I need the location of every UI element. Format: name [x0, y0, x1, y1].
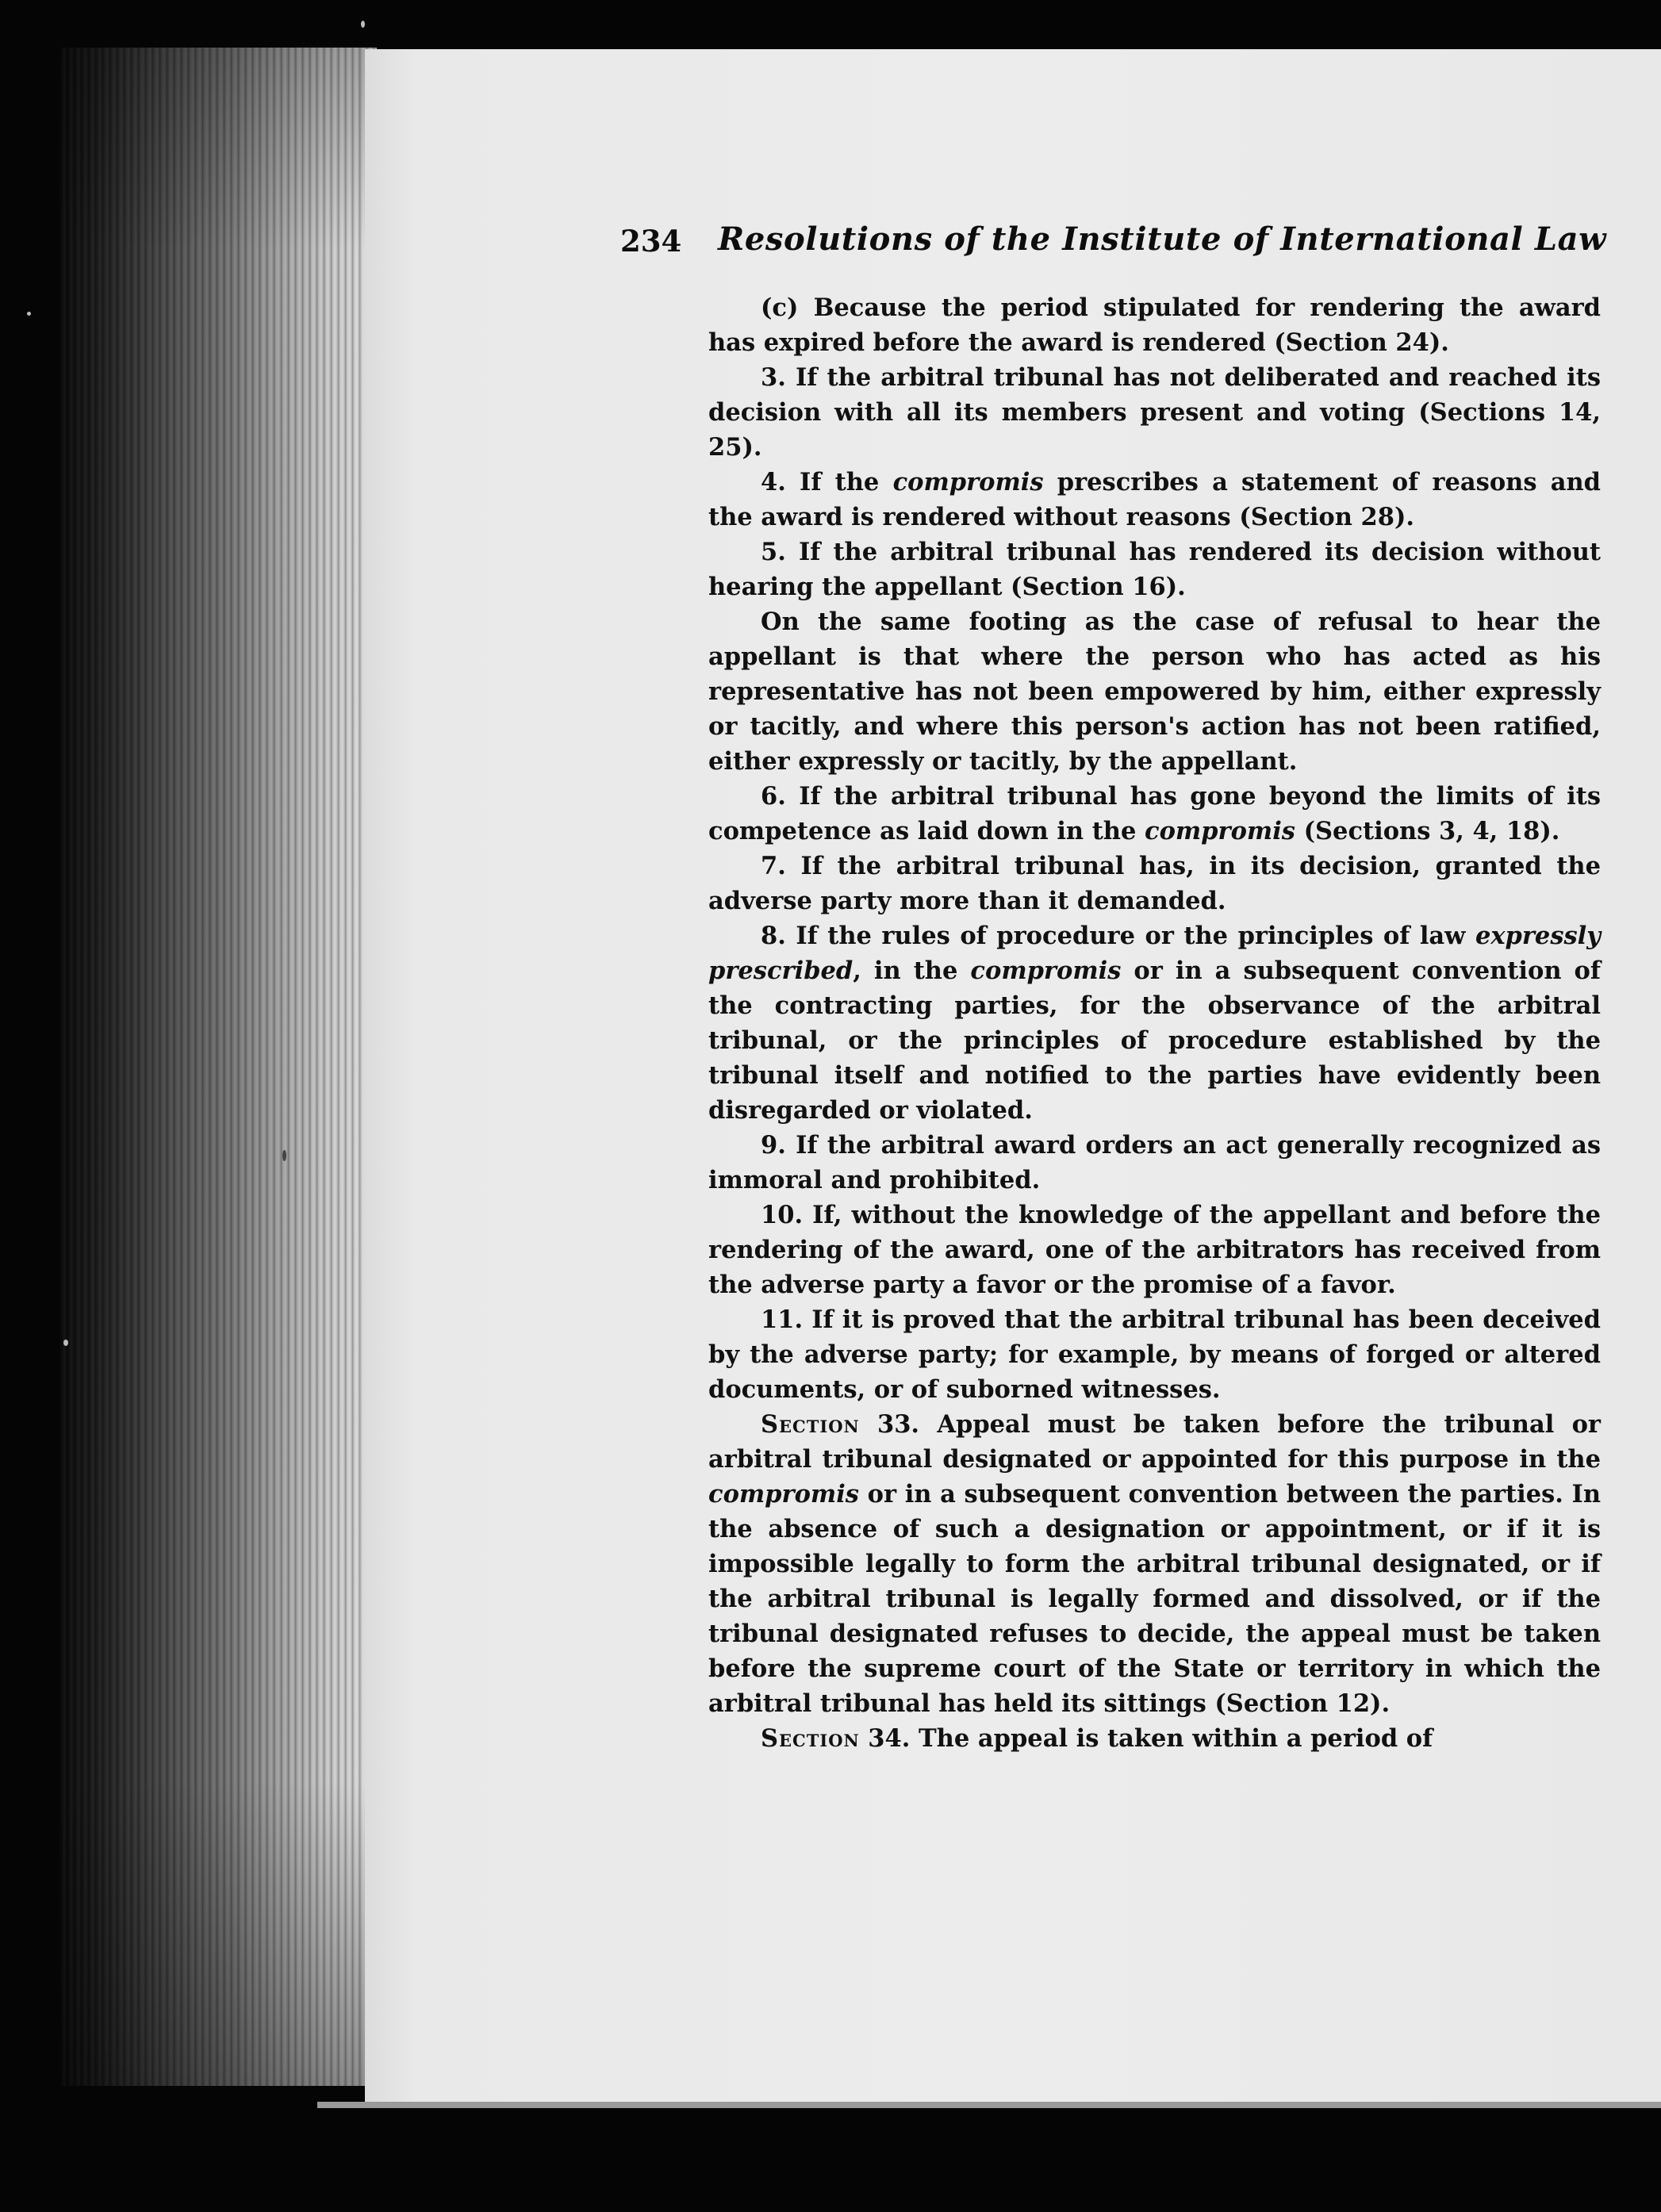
paragraph-text: or in a subsequent convention of the contracting parties, for the observance of the arbitral tribunal, or the principles of procedure established by the tribunal itself and notified to the parties have evidently been disregarded or violated.: [708, 956, 1601, 1125]
paragraph: [708, 849, 1601, 918]
italic-text: compromis: [708, 1480, 859, 1509]
page-number: 234: [620, 224, 682, 259]
paragraph: [708, 1128, 1601, 1198]
running-title: Resolutions of the Institute of International Law: [718, 220, 1607, 258]
paragraph-text: 10. If, without the knowledge of the appellant and before the rendering of the award, one of the arbitrators has received from the adverse party a favor or the promise of a favor.: [708, 1201, 1601, 1299]
paragraph-text: 34. The appeal is taken within a period of: [859, 1724, 1433, 1753]
scan-speck: [361, 21, 365, 28]
paragraph: [708, 290, 1601, 360]
section-label: Section: [761, 1724, 860, 1753]
paragraph: [708, 604, 1601, 779]
paragraph-text: 4. If the: [761, 468, 893, 496]
italic-text: compromis: [970, 956, 1122, 985]
running-header: [620, 213, 1607, 268]
paragraph-text: prescribes a statement of reasons and the award is rendered without reasons (Section 28).: [708, 468, 1601, 531]
paragraph-text: 11. If it is proved that the arbitral tribunal has been deceived by the adverse party; for example, by means of forged or altered documents, or of suborned witnesses.: [708, 1305, 1601, 1404]
paragraph-text: (Sections 3, 4, 18).: [1295, 817, 1560, 845]
paragraph: [708, 535, 1601, 604]
scan-speck: [63, 1340, 68, 1346]
paragraph-text: 6. If the arbitral tribunal has gone beyond the limits of its competence as laid down in the: [708, 782, 1601, 845]
paragraph: [708, 360, 1601, 465]
section-label: Section: [761, 1410, 860, 1439]
scan-speck: [27, 312, 31, 316]
paragraph: [708, 918, 1601, 1128]
paragraph: [708, 1198, 1601, 1302]
paragraph-text: (c) Because the period stipulated for rendering the award has expired before the award is rendered (Section 24).: [708, 293, 1601, 357]
paragraph-text: On the same footing as the case of refusal to hear the appellant is that where the person who has acted as his representative has not been empowered by him, either expressly or tacitly, and where this person's action has not been ratified, either expressly or tacitly, by the appellant.: [708, 608, 1601, 776]
paragraph-text: 8. If the rules of procedure or the principles of law: [761, 922, 1475, 950]
paragraph-text: or in a subsequent convention between the parties. In the absence of such a designation or appointment, or if it is impossible legally to form the arbitral tribunal designated, or if the arbitral tribunal is legally formed and dissolved, or if the tribunal designated refuses to decide, the appeal must be taken before the supreme court of the State or territory in which the arbitral tribunal has held its sittings (Section 12).: [708, 1480, 1601, 1718]
paragraph: [708, 1721, 1601, 1756]
italic-text: compromis: [1145, 817, 1295, 845]
body-text: [708, 290, 1601, 1756]
scan-speck: [282, 1150, 286, 1161]
paragraph: [708, 465, 1601, 535]
paragraph-text: , in the: [853, 956, 971, 985]
paragraph-text: 9. If the arbitral award orders an act generally recognized as immoral and prohibited.: [708, 1131, 1601, 1194]
paragraph-text: 33. Appeal must be taken before the tribunal or arbitral tribunal designated or appointed for this purpose in the: [708, 1410, 1601, 1474]
paragraph-text: 5. If the arbitral tribunal has rendered its decision without hearing the appellant (Section 16).: [708, 538, 1601, 601]
italic-text: compromis: [892, 468, 1044, 496]
paragraph: [708, 1302, 1601, 1407]
italic-text: expressly prescribed: [708, 922, 1601, 985]
gutter-shadow: [59, 48, 377, 2086]
paragraph-text: 3. If the arbitral tribunal has not deliberated and reached its decision with all its members present and voting (Sections 14, 25).: [708, 363, 1601, 462]
paragraph: [708, 1407, 1601, 1721]
paragraph-text: 7. If the arbitral tribunal has, in its decision, granted the adverse party more than it demanded.: [708, 852, 1601, 915]
page-edge: [317, 2102, 1661, 2108]
paragraph: [708, 779, 1601, 849]
